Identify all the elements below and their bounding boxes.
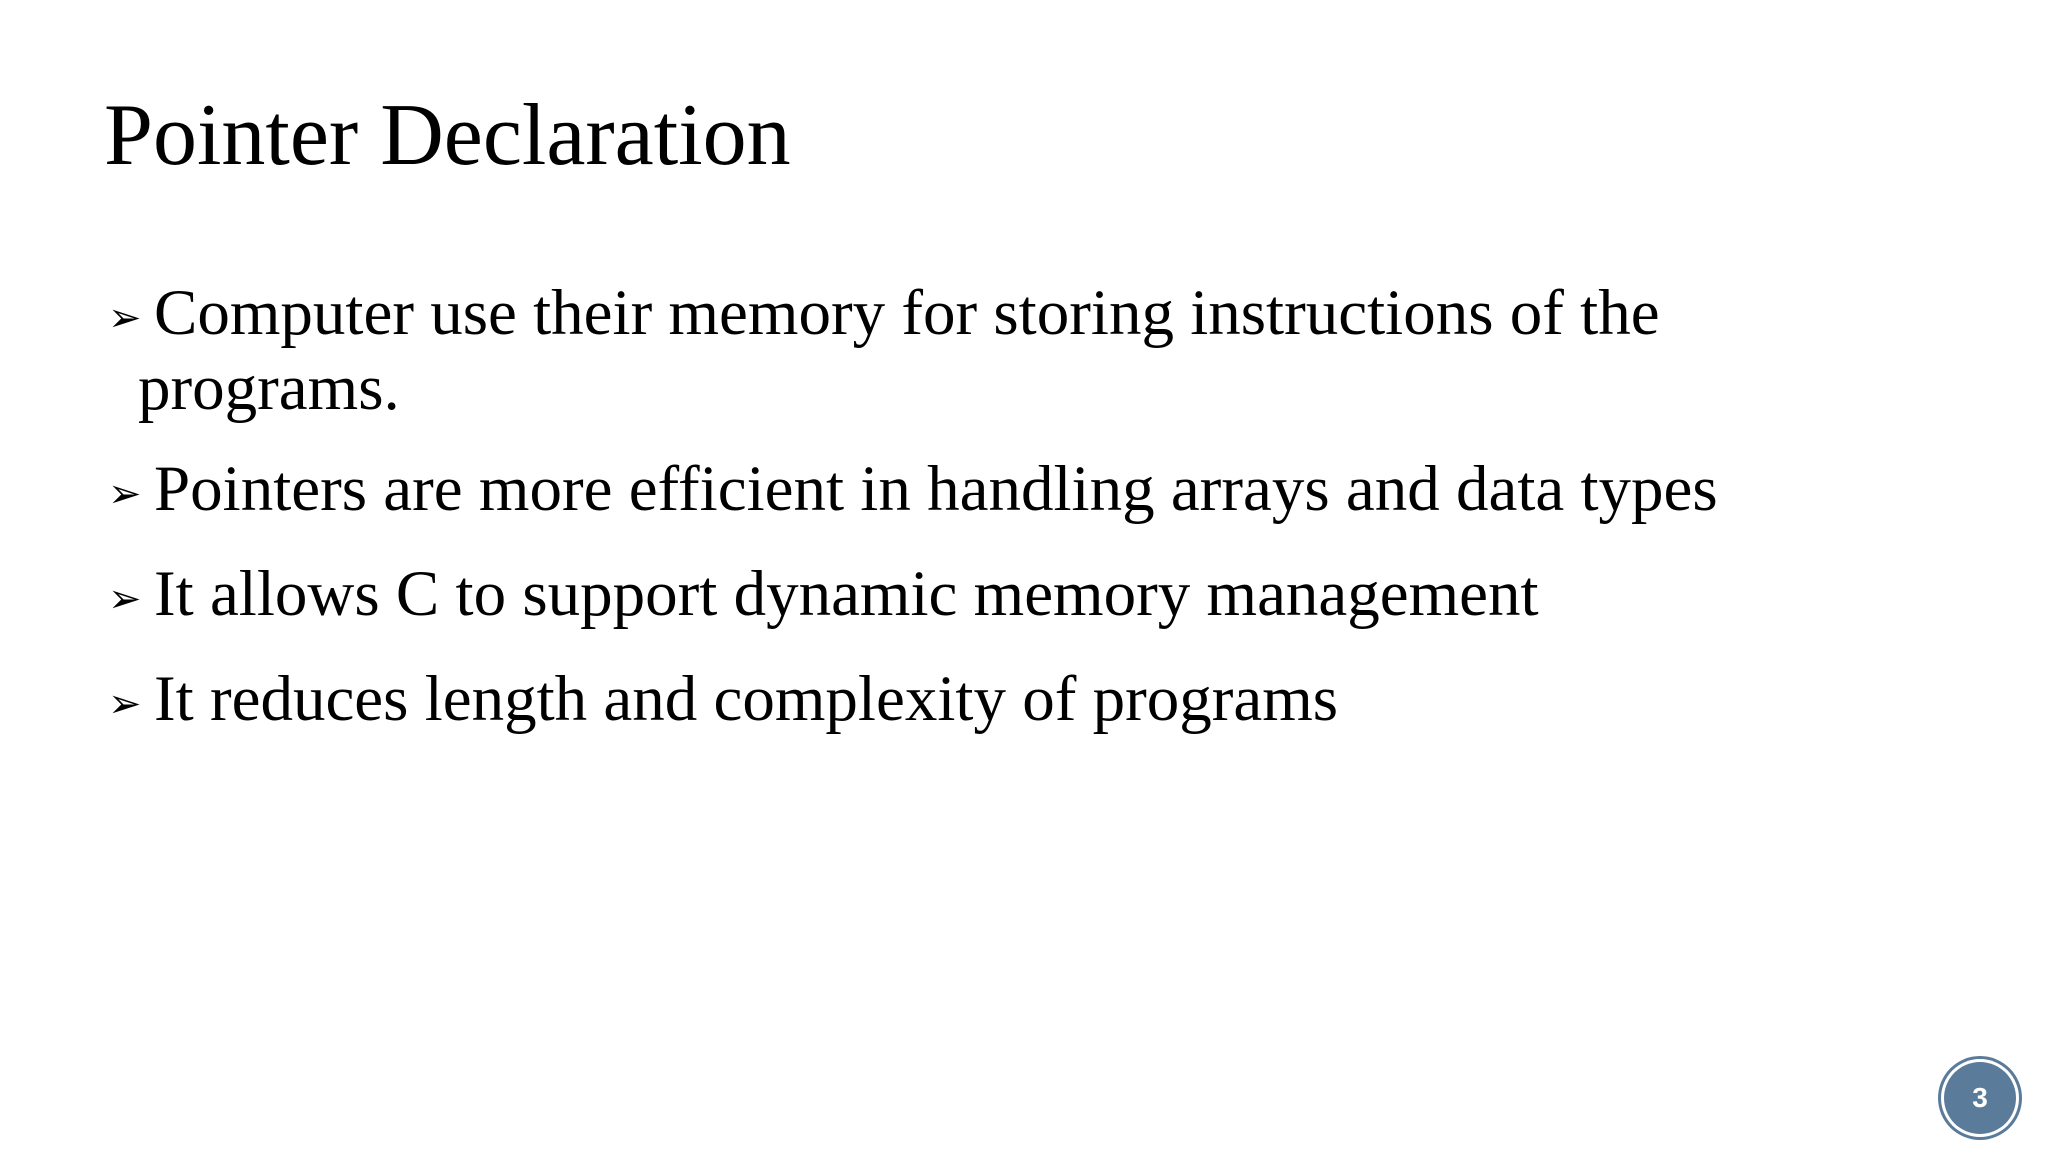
- arrow-bullet-icon: ➢: [108, 681, 142, 726]
- bullet-item: [108, 276, 1988, 426]
- arrow-bullet-icon: ➢: [108, 471, 142, 516]
- bullet-text: It reduces length and complexity of programs: [154, 663, 1339, 735]
- bullet-item: [108, 662, 1988, 741]
- bullet-text-line-1: Computer use their memory for storing instructions of the: [154, 277, 1660, 349]
- bullet-text-line-2: programs.: [138, 352, 400, 424]
- bullet-text: Pointers are more efficient in handling arrays and data types: [154, 453, 1718, 525]
- bullet-list: [108, 276, 1988, 767]
- bullet-item: [108, 452, 1988, 531]
- slide-title: Pointer Declaration: [104, 87, 791, 184]
- page-number: 3: [1972, 1082, 1988, 1113]
- bullet-text: It allows C to support dynamic memory management: [154, 558, 1539, 630]
- bullet-text: [138, 276, 1988, 426]
- arrow-bullet-icon: ➢: [108, 295, 142, 340]
- bullet-item: [108, 557, 1988, 636]
- page-number-badge: [1944, 1062, 2016, 1134]
- arrow-bullet-icon: ➢: [108, 576, 142, 621]
